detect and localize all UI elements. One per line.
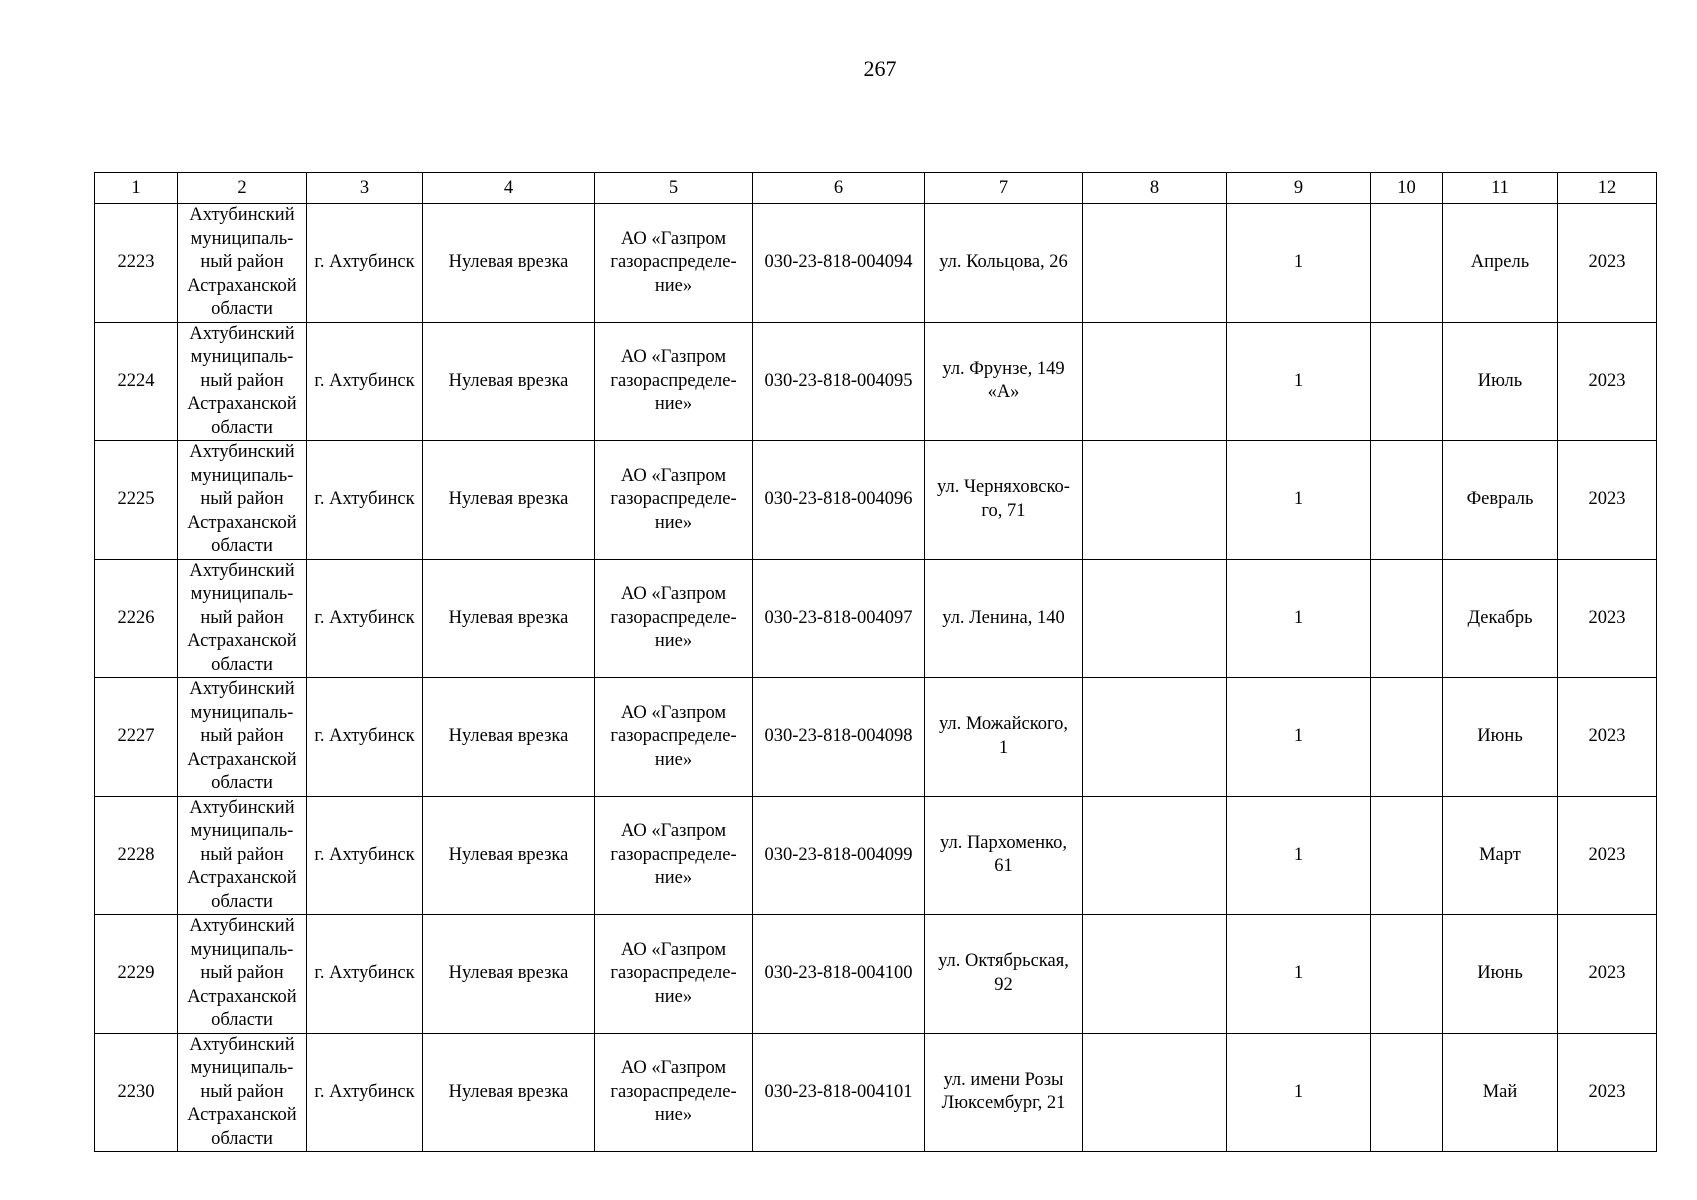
- address-cell-line: 92: [994, 974, 1013, 995]
- address-cell: [925, 559, 1083, 678]
- work-type-cell: Нулевая врезка: [423, 1033, 595, 1152]
- column-10-cell: [1371, 915, 1443, 1034]
- column-header: 1: [95, 173, 178, 204]
- municipality-cell-line: Ахтубинский: [189, 797, 295, 818]
- column-header: 5: [595, 173, 753, 204]
- year-cell: 2023: [1558, 204, 1657, 323]
- organization-cell-line: газораспределе-: [610, 844, 737, 865]
- table-body: [95, 204, 1657, 1152]
- municipality-cell-line: Астраханской: [187, 275, 297, 296]
- organization-cell-line: газораспределе-: [610, 252, 737, 272]
- city-cell: г. Ахтубинск: [307, 441, 423, 560]
- table-row: [95, 322, 1657, 441]
- municipality-cell: [178, 678, 307, 797]
- month-cell: Май: [1443, 1033, 1558, 1152]
- organization-cell-line: АО «Газпром: [620, 1058, 727, 1078]
- municipality-cell-line: ный район: [200, 607, 284, 628]
- year-cell: 2023: [1558, 441, 1657, 560]
- municipality-cell-line: ный район: [200, 370, 284, 391]
- municipality-cell-line: ный район: [200, 489, 284, 509]
- column-10-cell: [1371, 322, 1443, 441]
- row-number: 2228: [95, 796, 178, 915]
- column-header: 3: [307, 173, 423, 204]
- row-number: 2230: [95, 1033, 178, 1152]
- column-header: 4: [423, 173, 595, 204]
- column-header: 9: [1227, 173, 1371, 204]
- month-cell: Февраль: [1443, 441, 1558, 560]
- municipality-cell-line: муниципаль-: [190, 228, 294, 249]
- quantity-cell: 1: [1227, 322, 1371, 441]
- month-cell: Март: [1443, 796, 1558, 915]
- organization-cell-line: газораспределе-: [610, 489, 737, 509]
- month-cell: Июнь: [1443, 678, 1558, 797]
- municipality-cell-line: Ахтубинский: [189, 442, 295, 462]
- municipality-cell-line: муниципаль-: [190, 584, 294, 604]
- year-cell: 2023: [1558, 559, 1657, 678]
- address-cell-line: ул. Ленина, 140: [942, 607, 1065, 628]
- organization-cell: [595, 204, 753, 323]
- organization-cell-line: газораспределе-: [610, 607, 737, 628]
- code-cell: 030-23-818-004101: [753, 1033, 925, 1152]
- quantity-cell: 1: [1227, 204, 1371, 323]
- municipality-cell: [178, 441, 307, 560]
- municipality-cell-line: муниципаль-: [190, 1058, 294, 1078]
- column-8-cell: [1083, 322, 1227, 441]
- municipality-cell-line: муниципаль-: [190, 702, 294, 723]
- organization-cell-line: ние»: [654, 749, 693, 770]
- city-cell: г. Ахтубинск: [307, 1033, 423, 1152]
- year-cell: 2023: [1558, 322, 1657, 441]
- organization-cell-line: АО «Газпром: [620, 465, 727, 486]
- address-cell: [925, 441, 1083, 560]
- column-header: 7: [925, 173, 1083, 204]
- page-number: 267: [863, 56, 897, 81]
- municipality-cell-line: области: [211, 299, 273, 319]
- municipality-cell-line: ный район: [200, 726, 284, 746]
- municipality-cell-line: области: [211, 1010, 273, 1030]
- table-row: [95, 204, 1657, 323]
- municipality-cell: [178, 796, 307, 915]
- municipality-cell: [178, 559, 307, 678]
- municipality-cell-line: муниципаль-: [190, 821, 294, 841]
- header-row: [95, 173, 1657, 204]
- address-cell-line: го, 71: [981, 500, 1026, 521]
- organization-cell-line: газораспределе-: [610, 1081, 737, 1102]
- municipality-cell-line: ный район: [200, 252, 284, 272]
- month-cell: Июль: [1443, 322, 1558, 441]
- quantity-cell: 1: [1227, 1033, 1371, 1152]
- work-type-cell: Нулевая врезка: [423, 441, 595, 560]
- table-row: [95, 559, 1657, 678]
- address-cell-line: 1: [998, 737, 1009, 758]
- column-10-cell: [1371, 204, 1443, 323]
- municipality-cell-line: ный район: [200, 844, 284, 865]
- column-header: 10: [1371, 173, 1443, 204]
- year-cell: 2023: [1558, 1033, 1657, 1152]
- table-row: [95, 441, 1657, 560]
- column-10-cell: [1371, 1033, 1443, 1152]
- code-cell: 030-23-818-004097: [753, 559, 925, 678]
- row-number: 2224: [95, 322, 178, 441]
- work-type-cell: Нулевая врезка: [423, 796, 595, 915]
- municipality-cell-line: Астраханской: [187, 986, 297, 1007]
- address-cell-line: ул. Кольцова, 26: [939, 252, 1068, 272]
- column-10-cell: [1371, 796, 1443, 915]
- column-header: 8: [1083, 173, 1227, 204]
- municipality-cell-line: муниципаль-: [190, 347, 294, 367]
- organization-cell: [595, 796, 753, 915]
- address-cell-line: ул. Черняховско-: [937, 477, 1070, 498]
- column-8-cell: [1083, 1033, 1227, 1152]
- row-number: 2226: [95, 559, 178, 678]
- code-cell: 030-23-818-004095: [753, 322, 925, 441]
- municipality-cell-line: Ахтубинский: [189, 323, 295, 344]
- municipality-cell-line: Астраханской: [187, 631, 297, 651]
- quantity-cell: 1: [1227, 678, 1371, 797]
- work-type-cell: Нулевая врезка: [423, 204, 595, 323]
- organization-cell: [595, 322, 753, 441]
- organization-cell-line: ние»: [654, 631, 693, 651]
- table-row: [95, 796, 1657, 915]
- organization-cell-line: АО «Газпром: [620, 821, 727, 841]
- organization-cell: [595, 559, 753, 678]
- municipality-cell-line: Ахтубинский: [189, 916, 295, 936]
- code-cell: 030-23-818-004094: [753, 204, 925, 323]
- municipality-cell-line: Ахтубинский: [189, 1034, 295, 1055]
- table-row: [95, 915, 1657, 1034]
- organization-cell-line: АО «Газпром: [620, 702, 727, 723]
- address-cell-line: 61: [994, 856, 1013, 877]
- organization-cell-line: ние»: [654, 275, 693, 296]
- organization-cell-line: газораспределе-: [610, 726, 737, 746]
- column-header: 11: [1443, 173, 1558, 204]
- organization-cell: [595, 441, 753, 560]
- address-cell-line: ул. Можайского,: [938, 714, 1069, 735]
- work-type-cell: Нулевая врезка: [423, 322, 595, 441]
- municipality-cell-line: Астраханской: [187, 868, 297, 888]
- code-cell: 030-23-818-004098: [753, 678, 925, 797]
- organization-cell-line: АО «Газпром: [620, 584, 727, 604]
- column-header: 2: [178, 173, 307, 204]
- municipality-cell-line: Ахтубинский: [189, 560, 295, 581]
- organization-cell-line: АО «Газпром: [620, 939, 727, 960]
- municipality-cell-line: области: [211, 536, 273, 556]
- quantity-cell: 1: [1227, 559, 1371, 678]
- municipality-cell: [178, 204, 307, 323]
- municipality-cell-line: Ахтубинский: [189, 679, 295, 699]
- city-cell: г. Ахтубинск: [307, 322, 423, 441]
- code-cell: 030-23-818-004096: [753, 441, 925, 560]
- address-cell-line: Люксембург, 21: [941, 1093, 1066, 1114]
- municipality-cell-line: Астраханской: [187, 394, 297, 414]
- municipality-cell-line: ный район: [200, 1081, 284, 1102]
- municipality-cell-line: муниципаль-: [190, 465, 294, 486]
- municipality-cell: [178, 322, 307, 441]
- row-number: 2223: [95, 204, 178, 323]
- city-cell: г. Ахтубинск: [307, 678, 423, 797]
- column-8-cell: [1083, 204, 1227, 323]
- quantity-cell: 1: [1227, 915, 1371, 1034]
- municipality-cell-line: Астраханской: [187, 1105, 297, 1125]
- quantity-cell: 1: [1227, 441, 1371, 560]
- municipality-cell-line: области: [211, 1128, 273, 1149]
- address-cell: [925, 678, 1083, 797]
- municipality-cell: [178, 915, 307, 1034]
- organization-cell-line: ние»: [654, 512, 693, 533]
- organization-cell: [595, 915, 753, 1034]
- column-10-cell: [1371, 678, 1443, 797]
- work-type-cell: Нулевая врезка: [423, 915, 595, 1034]
- quantity-cell: 1: [1227, 796, 1371, 915]
- city-cell: г. Ахтубинск: [307, 559, 423, 678]
- city-cell: г. Ахтубинск: [307, 204, 423, 323]
- organization-cell-line: газораспределе-: [610, 963, 737, 983]
- organization-cell-line: АО «Газпром: [620, 228, 727, 249]
- address-cell-line: ул. Пархоменко,: [940, 832, 1067, 853]
- column-10-cell: [1371, 441, 1443, 560]
- municipality-cell-line: ный район: [200, 963, 284, 983]
- work-type-cell: Нулевая врезка: [423, 678, 595, 797]
- column-8-cell: [1083, 915, 1227, 1034]
- municipality-cell-line: области: [211, 773, 273, 793]
- row-number: 2229: [95, 915, 178, 1034]
- organization-cell: [595, 1033, 753, 1152]
- address-cell-line: ул. имени Розы: [943, 1069, 1064, 1090]
- address-cell: [925, 915, 1083, 1034]
- column-8-cell: [1083, 678, 1227, 797]
- municipality-cell-line: Астраханской: [187, 749, 297, 770]
- municipality-cell: [178, 1033, 307, 1152]
- month-cell: Июнь: [1443, 915, 1558, 1034]
- address-cell-line: ул. Фрунзе, 149: [942, 358, 1065, 379]
- organization-cell-line: ние»: [654, 394, 693, 414]
- year-cell: 2023: [1558, 678, 1657, 797]
- row-number: 2225: [95, 441, 178, 560]
- year-cell: 2023: [1558, 796, 1657, 915]
- year-cell: 2023: [1558, 915, 1657, 1034]
- row-number: 2227: [95, 678, 178, 797]
- organization-cell: [595, 678, 753, 797]
- organization-cell-line: АО «Газпром: [620, 347, 727, 367]
- municipality-cell-line: Ахтубинский: [189, 205, 295, 225]
- organization-cell-line: газораспределе-: [610, 370, 737, 391]
- address-cell: [925, 204, 1083, 323]
- code-cell: 030-23-818-004099: [753, 796, 925, 915]
- month-cell: Декабрь: [1443, 559, 1558, 678]
- address-cell: [925, 322, 1083, 441]
- city-cell: г. Ахтубинск: [307, 796, 423, 915]
- register-table: [94, 172, 1657, 1152]
- code-cell: 030-23-818-004100: [753, 915, 925, 1034]
- column-header: 6: [753, 173, 925, 204]
- table-row: [95, 678, 1657, 797]
- column-8-cell: [1083, 441, 1227, 560]
- column-8-cell: [1083, 559, 1227, 678]
- municipality-cell-line: области: [211, 417, 273, 438]
- address-cell: [925, 1033, 1083, 1152]
- address-cell-line: «А»: [987, 382, 1020, 403]
- municipality-cell-line: области: [211, 891, 273, 912]
- address-cell: [925, 796, 1083, 915]
- municipality-cell-line: Астраханской: [187, 512, 297, 533]
- table-row: [95, 1033, 1657, 1152]
- address-cell-line: ул. Октябрьская,: [938, 951, 1069, 972]
- column-8-cell: [1083, 796, 1227, 915]
- work-type-cell: Нулевая врезка: [423, 559, 595, 678]
- month-cell: Апрель: [1443, 204, 1558, 323]
- municipality-cell-line: области: [211, 654, 273, 675]
- column-header: 12: [1558, 173, 1657, 204]
- organization-cell-line: ние»: [654, 868, 693, 888]
- column-10-cell: [1371, 559, 1443, 678]
- municipality-cell-line: муниципаль-: [190, 939, 294, 960]
- organization-cell-line: ние»: [654, 1105, 693, 1125]
- city-cell: г. Ахтубинск: [307, 915, 423, 1034]
- table-header: [95, 173, 1657, 204]
- organization-cell-line: ние»: [654, 986, 693, 1007]
